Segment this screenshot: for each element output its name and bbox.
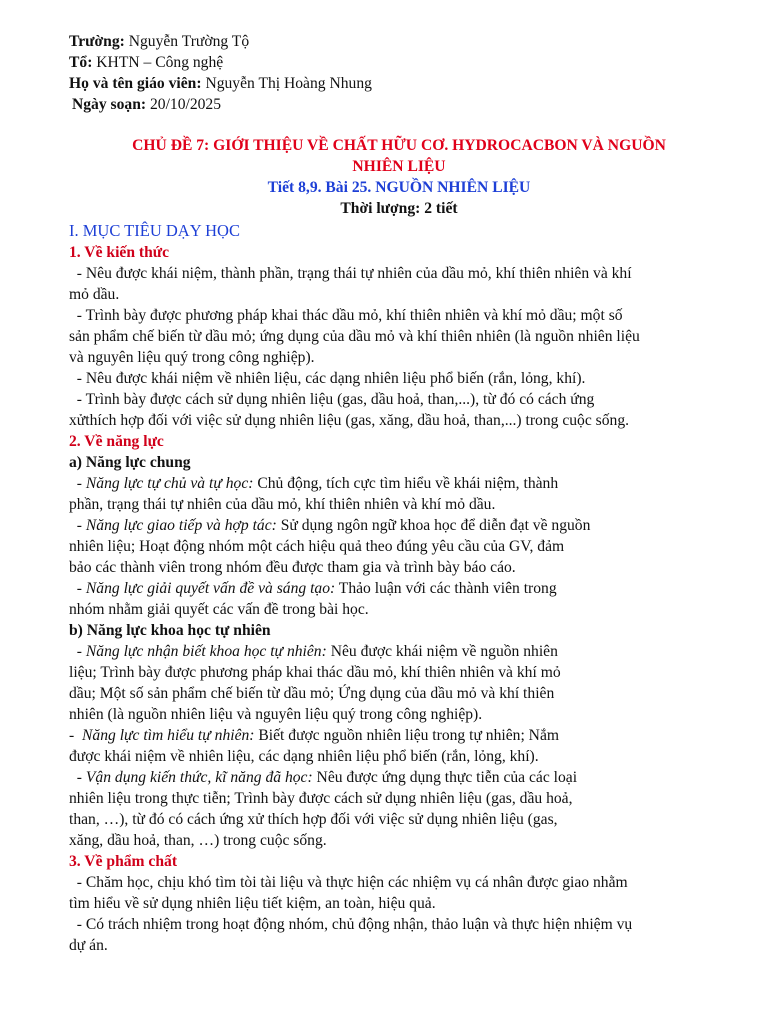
general-competence-item: - Năng lực giao tiếp và hợp tác: Sử dụng ngôn ngữ khoa học để diễn đạt về nguồn <box>69 517 591 534</box>
general-competence-line: nhiên liệu; Hoạt động nhóm một cách hiệu quả theo đúng yêu cầu của GV, đảm <box>69 538 565 555</box>
school-line <box>69 31 729 52</box>
topic-title-line-1: CHỦ ĐỀ 7: GIỚI THIỆU VỀ CHẤT HỮU CƠ. HYDROCACBON VÀ NGUỒN <box>132 137 666 154</box>
knowledge-line: sản phẩm chế biến từ dầu mỏ; ứng dụng của dầu mỏ và khí thiên nhiên (là nguồn nhiên liệu <box>69 328 640 345</box>
science-competence-line: xăng, dầu hoả, than, …) trong cuộc sống. <box>69 832 327 849</box>
knowledge-line: - Nêu được khái niệm về nhiên liệu, các dạng nhiên liệu phổ biến (rắn, lỏng, khí). <box>69 370 586 387</box>
knowledge-line: và nguyên liệu quý trong công nghiệp). <box>69 349 315 366</box>
school-label: Trường: <box>69 33 125 50</box>
teacher-value: Nguyễn Thị Hoàng Nhung <box>205 75 372 92</box>
competence-name: Năng lực tìm hiểu tự nhiên: <box>82 727 255 744</box>
group-label: Tổ: <box>69 54 93 71</box>
date-line <box>69 94 729 115</box>
competence-name: Năng lực giao tiếp và hợp tác: <box>85 517 277 534</box>
section-heading-objectives: I. MỤC TIÊU DẠY HỌC <box>69 221 240 240</box>
competence-desc: Sử dụng ngôn ngữ khoa học để diễn đạt về nguồn <box>276 517 591 534</box>
competence-name: Năng lực nhận biết khoa học tự nhiên: <box>85 643 327 660</box>
qualities-line: - Chăm học, chịu khó tìm tòi tài liệu và thực hiện các nhiệm vụ cá nhân được giao nhằm <box>69 874 628 891</box>
general-competence-item: - Năng lực tự chủ và tự học: Chủ động, tích cực tìm hiểu về khái niệm, thành <box>69 475 559 492</box>
lesson-title: Tiết 8,9. Bài 25. NGUỒN NHIÊN LIỆU <box>267 179 531 196</box>
competence-desc: Nêu được ứng dụng thực tiễn của các loại <box>312 769 578 786</box>
knowledge-line: - Trình bày được phương pháp khai thác dầu mỏ, khí thiên nhiên và khí mỏ dầu; một số <box>69 307 623 324</box>
competence-desc: Nêu được khái niệm về nguồn nhiên <box>326 643 558 660</box>
science-competence-item: - Năng lực nhận biết khoa học tự nhiên: Nêu được khái niệm về nguồn nhiên <box>69 643 558 660</box>
science-competence-item: - Năng lực tìm hiểu tự nhiên: Biết được nguồn nhiên liệu trong tự nhiên; Nắm <box>69 727 559 744</box>
heading-general-competence: a) Năng lực chung <box>69 454 191 471</box>
teacher-line <box>69 73 729 94</box>
competence-desc: Chủ động, tích cực tìm hiểu về khái niệm, thành <box>253 475 559 492</box>
qualities-line: tìm hiểu về sử dụng nhiên liệu tiết kiệm, an toàn, hiệu quả. <box>69 895 436 912</box>
general-competence-item: - Năng lực giải quyết vấn đề và sáng tạo: Thảo luận với các thành viên trong <box>69 580 557 597</box>
lesson-duration: Thời lượng: 2 tiết <box>340 200 458 217</box>
science-competence-line: liệu; Trình bày được phương pháp khai thác dầu mỏ, khí thiên nhiên và khí mỏ <box>69 664 561 681</box>
general-competence-line: nhóm nhằm giải quyết các vấn đề trong bài học. <box>69 601 369 618</box>
science-competence-line: dầu; Một số sản phẩm chế biến từ dầu mỏ; Ứng dụng của dầu mỏ và khí thiên <box>69 685 555 702</box>
knowledge-block <box>69 263 729 431</box>
group-value: KHTN – Công nghệ <box>96 54 224 71</box>
heading-science-competence: b) Năng lực khoa học tự nhiên <box>69 622 271 639</box>
competence-desc: Biết được nguồn nhiên liệu trong tự nhiên; Nắm <box>254 727 559 744</box>
general-competence-line: bảo các thành viên trong nhóm đều được tham gia và trình bày báo cáo. <box>69 559 516 576</box>
competence-name: Năng lực tự chủ và tự học: <box>85 475 254 492</box>
knowledge-line: xửthích hợp đối với việc sử dụng nhiên liệu (gas, xăng, dầu hoả, than,...) trong cuộc sống. <box>69 412 630 429</box>
qualities-line: - Có trách nhiệm trong hoạt động nhóm, chủ động nhận, thảo luận và thực hiện nhiệm vụ <box>69 916 633 933</box>
science-competence-item: - Vận dụng kiến thức, kĩ năng đã học: Nêu được ứng dụng thực tiễn của các loại <box>69 769 578 786</box>
teacher-label: Họ và tên giáo viên: <box>69 75 202 92</box>
qualities-line: dự án. <box>69 937 108 954</box>
document-page <box>69 31 729 956</box>
competence-name: Vận dụng kiến thức, kĩ năng đã học: <box>85 769 313 786</box>
science-competence-line: nhiên liệu trong thực tiễn; Trình bày được cách sử dụng nhiên liệu (gas, dầu hoả, <box>69 790 573 807</box>
science-competence-line: được khái niệm về nhiên liệu, các dạng nhiên liệu phổ biến (rắn, lỏng, khí). <box>69 748 539 765</box>
competence-desc: Thảo luận với các thành viên trong <box>335 580 557 597</box>
topic-title-line-2: NHIÊN LIỆU <box>352 158 446 175</box>
science-competence-line: nhiên (là nguồn nhiên liệu và nguyên liệu quý trong công nghiệp). <box>69 706 483 723</box>
heading-knowledge: 1. Về kiến thức <box>69 244 170 261</box>
school-value: Nguyễn Trường Tộ <box>128 33 250 50</box>
group-line <box>69 52 729 73</box>
knowledge-line: mỏ dầu. <box>69 286 120 303</box>
heading-qualities: 3. Về phẩm chất <box>69 853 178 870</box>
heading-competence: 2. Về năng lực <box>69 433 164 450</box>
competence-name: Năng lực giải quyết vấn đề và sáng tạo: <box>85 580 336 597</box>
general-competence-line: phần, trạng thái tự nhiên của dầu mỏ, khí thiên nhiên và khí mỏ dầu. <box>69 496 496 513</box>
science-competence-line: than, …), từ đó có cách ứng xử thích hợp đối với việc sử dụng nhiên liệu (gas, <box>69 811 558 828</box>
date-label: Ngày soạn: <box>72 96 147 113</box>
knowledge-line: - Nêu được khái niệm, thành phần, trạng thái tự nhiên của dầu mỏ, khí thiên nhiên và khí <box>69 265 632 282</box>
date-value: 20/10/2025 <box>149 96 222 113</box>
knowledge-line: - Trình bày được cách sử dụng nhiên liệu (gas, dầu hoả, than,...), từ đó có cách ứng <box>69 391 595 408</box>
